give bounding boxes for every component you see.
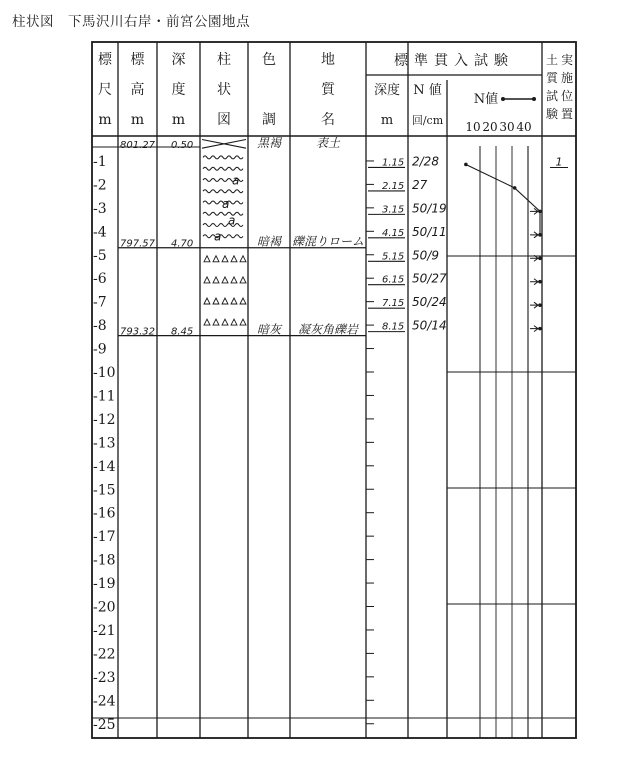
header-lab: 験 [545,107,559,121]
layer-color: 黒褐 [256,136,282,151]
n-over-arrow [530,208,538,214]
scale-label: -5 [93,247,107,264]
spt-n-value: 2/28 [412,154,439,169]
scale-label: -25 [93,716,116,733]
header-geology: 名 [321,112,335,128]
n-graph-tick-label: 30 [499,120,515,134]
spt-depth: 6.15 [382,274,405,286]
scale-label: -1 [93,153,107,170]
breccia-pattern [204,277,246,283]
header-color: 調 [262,112,276,128]
scale-label: -18 [93,552,116,569]
header-site: 実 [560,53,574,67]
n-graph-tick-label: 10 [465,120,481,134]
spt-depth: 1.15 [382,157,405,169]
layer-depth: 0.50 [171,140,194,152]
header-site: 施 [560,71,574,85]
scale-label: -15 [93,482,116,499]
scale-label: -7 [93,294,107,311]
header-column: 柱 [217,52,231,68]
scale-label: -16 [93,505,116,522]
spt-n-value: 50/14 [412,318,447,333]
spt-depth: 8.15 [382,321,405,333]
layer-geology: 表土 [315,136,341,151]
loam-pattern [203,223,243,226]
scale-label: -6 [93,271,107,288]
scale-label: -8 [93,318,107,335]
layer-geology: 凝灰角礫岩 [297,322,359,337]
breccia-pattern [204,256,246,262]
page-title: 柱状図 下馬沢川右岸・前宮公園地点 [12,14,250,30]
header-spt: 標準貫入試験 [394,53,514,69]
spt-n-value: 50/27 [412,271,447,286]
scale-label: -10 [93,365,116,381]
spt-n-value: 50/9 [412,248,439,263]
header-site: 置 [560,107,574,121]
header-geology: 地 [321,52,335,68]
header-spt-n-unit: 回/cm [411,114,444,127]
n-graph-tick-label: 40 [516,120,532,134]
n-over-arrow [530,326,538,332]
n-value-curve [464,163,542,332]
scale-label: -11 [93,388,116,405]
header-site: 位 [560,89,574,103]
n-over-arrow [530,279,538,285]
gravel-mark: a [228,213,236,228]
scale-label: -19 [93,576,116,593]
header-spt-depth-unit: m [380,113,394,128]
layer-color: 暗灰 [256,322,282,337]
n-value-line [466,164,540,234]
scale-label: -14 [93,458,116,475]
header-spt-depth: 深度 [373,83,401,98]
header-column: 図 [217,112,231,128]
scale-label: -13 [93,435,116,452]
spt-depth: 7.15 [382,298,405,310]
spt-n-value: 27 [412,177,428,192]
layer-color: 暗褐 [256,234,282,249]
header-depth: 深 [171,52,186,68]
header-scale: 尺 [98,82,112,98]
scale-label: -20 [93,599,116,616]
scale-label: -2 [93,177,107,194]
scale-label: -23 [93,669,116,686]
gravel-mark: a [232,173,240,188]
scale-label: -17 [93,529,116,546]
scale-label: -12 [93,411,116,428]
header-lab: 試 [545,89,559,103]
header-scale: m [98,112,112,128]
n-graph-tick-label: 20 [482,120,498,134]
layer-elevation: 797.57 [120,238,155,250]
layer-depth: 4.70 [171,238,194,250]
layer-elevation: 801.27 [120,140,155,152]
spt-n-value: 50/24 [412,295,447,310]
loam-pattern [203,235,243,238]
scale-label: -24 [93,693,116,710]
loam-pattern [203,156,243,159]
lab-sample-mark: 1 [555,155,563,169]
breccia-pattern [204,298,246,304]
scale-label: -22 [93,646,116,663]
n-value-point [464,163,468,167]
breccia-pattern [204,319,246,325]
header-spt-n: N 値 [413,83,442,98]
scale-label: -9 [93,341,107,358]
n-over-arrow [530,302,538,308]
header-elevation: 高 [130,82,145,98]
column-diagram [202,140,246,326]
lab-test-column [550,155,568,168]
header-lab: 土 [545,53,559,67]
spt-n-value: 50/11 [412,224,447,239]
scale-label: -4 [93,224,107,241]
gravel-mark: a [222,196,230,211]
header-elevation: m [130,112,145,128]
scale-label: -21 [93,622,116,639]
layer-depth: 8.45 [171,326,194,338]
topsoil-pattern [202,140,246,149]
scale-label: -3 [93,200,107,217]
header-n-graph-label: N値 [473,92,499,107]
legend-dot [532,97,536,101]
n-over-arrow [530,232,538,238]
header-elevation: 標 [130,52,145,68]
spt-depth: 2.15 [382,180,405,192]
gravel-mark: a [214,229,222,244]
loam-pattern [203,212,243,215]
spt-n-value: 50/19 [412,201,447,216]
layer-elevation: 793.32 [120,326,155,338]
spt-depth: 4.15 [382,227,405,239]
header-lab: 質 [545,71,559,85]
header-scale: 標 [98,52,112,68]
header-column: 状 [217,82,231,98]
layer-geology: 礫混りローム [291,234,365,249]
table-header [98,51,573,134]
loam-pattern [203,190,243,193]
header-geology: 質 [321,82,335,98]
loam-pattern [203,167,243,170]
header-color: 色 [262,52,276,68]
spt-depth: 3.15 [382,204,405,216]
legend-dot [501,97,505,101]
header-depth: 度 [171,82,186,98]
n-value-point [513,186,517,190]
header-depth: m [171,112,186,128]
spt-depth: 5.15 [382,251,405,263]
